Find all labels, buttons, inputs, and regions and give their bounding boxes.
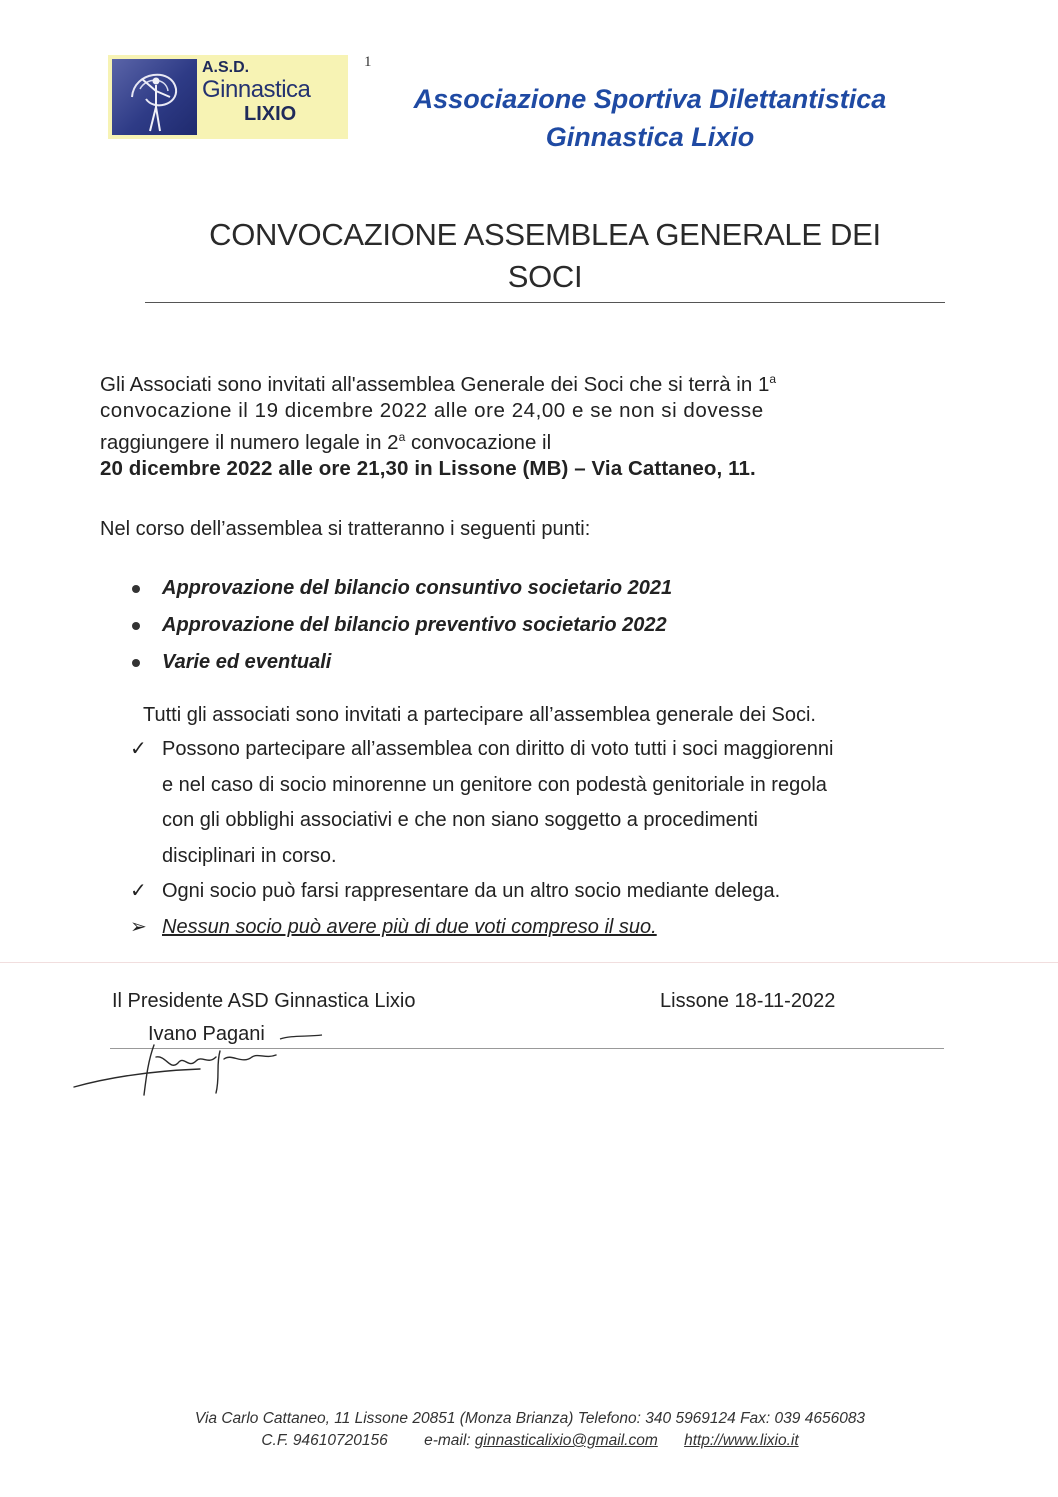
convocation-paragraph — [100, 366, 942, 482]
rule-vote-limit — [130, 910, 950, 946]
agenda-item-label: Varie ed eventuali — [162, 651, 332, 673]
agenda-item-label: Approvazione del bilancio preventivo societario 2022 — [162, 614, 667, 636]
tax-code: C.F. 94610720156 — [261, 1432, 388, 1449]
rule-line: e nel caso di socio minorenne un genitore con podestà genitoriale in regola — [162, 773, 827, 796]
bullet-dot-icon — [132, 659, 140, 667]
gymnast-logo-image — [112, 59, 197, 135]
page-mark: 1 — [364, 54, 372, 70]
agenda-item — [132, 611, 932, 648]
email-link[interactable]: ginnasticalixio@gmail.com — [474, 1432, 658, 1449]
convocation-line2: convocazione il 19 dicembre 2022 alle ore 24,00 e se non si dovesse — [100, 398, 764, 422]
ordinal-sup: a — [769, 372, 777, 386]
checkmark-icon: ✓ — [130, 880, 147, 902]
website-link[interactable]: http://www.lixio.it — [684, 1432, 799, 1449]
logo-lixio: LIXIO — [244, 103, 297, 125]
agenda-item — [132, 648, 932, 685]
agenda-list — [132, 574, 932, 685]
footer-address: Via Carlo Cattaneo, 11 Lissone 20851 (Monza Brianza) Telefono: 340 5969124 Fax: 039 4656083 — [194, 1410, 866, 1427]
convocation-line3-text: raggiungere il numero legale in 2 — [100, 430, 399, 454]
invitation-sentence: Tutti gli associati sono invitati a partecipare all’assemblea generale dei Soci. — [143, 704, 816, 726]
convocation-line3 — [100, 424, 942, 456]
document-title — [145, 214, 945, 298]
ordinal-sup: a — [398, 429, 406, 444]
agenda-item — [132, 574, 932, 611]
agenda-item-label: Approvazione del bilancio consuntivo societario 2021 — [162, 577, 673, 599]
checkmark-icon: ✓ — [130, 738, 147, 760]
handwritten-signature — [70, 1025, 330, 1110]
rule-line: Possono partecipare all’assemblea con diritto di voto tutti i soci maggiorenni — [162, 738, 834, 760]
logo-wordmark — [202, 59, 344, 125]
bullet-dot-icon — [132, 622, 140, 630]
title-line1: CONVOCAZIONE ASSEMBLEA GENERALE DEI — [209, 217, 881, 252]
bullet-dot-icon — [132, 585, 140, 593]
footer-contacts — [60, 1430, 1000, 1452]
signature-scribble-icon — [70, 1025, 330, 1105]
convocation-line3-tail: convocazione il — [405, 430, 552, 454]
scan-divider — [0, 962, 1058, 963]
convocation-line1 — [100, 366, 942, 398]
rule-line: Ogni socio può farsi rappresentare da un altro socio mediante delega. — [162, 880, 781, 902]
rule-line: con gli obblighi associativi e che non siano soggetto a procedimenti — [162, 809, 758, 831]
rules-list — [130, 732, 950, 945]
email-label: e-mail: — [424, 1432, 471, 1449]
organization-name-line2: Ginnastica Lixio — [545, 122, 755, 152]
logo-asd: A.S.D. — [202, 59, 250, 76]
rule-delegation — [130, 874, 950, 910]
logo-ginnastica: Ginnastica — [202, 76, 311, 103]
rule-line: disciplinari in corso. — [162, 844, 337, 867]
organization-name-line1: Associazione Sportiva Dilettantistica — [413, 84, 887, 114]
convocation-line1-text: Gli Associati sono invitati all'assemblea Generale dei Soci che si terrà in 1 — [100, 372, 770, 396]
letterhead-footer — [60, 1408, 1000, 1452]
title-divider — [145, 302, 945, 303]
signatory-role: Il Presidente ASD Ginnastica Lixio — [112, 990, 416, 1012]
rule-line: Nessun socio può avere più di due voti compreso il suo. — [162, 915, 657, 938]
rule-voting-rights — [130, 732, 950, 874]
gymnast-ribbon-icon — [112, 59, 197, 135]
signatory-name: Ivano Pagani — [148, 1023, 265, 1045]
title-line2: SOCI — [507, 259, 583, 294]
arrow-bullet-icon: ➢ — [130, 915, 147, 938]
meeting-date-location: 20 dicembre 2022 alle ore 21,30 in Lissone (MB) – Via Cattaneo, 11. — [100, 456, 756, 480]
organization-name — [350, 80, 950, 156]
club-logo — [108, 55, 348, 139]
agenda-intro: Nel corso dell’assemblea si tratteranno i seguenti punti: — [100, 518, 591, 540]
place-and-date: Lissone 18-11-2022 — [660, 990, 836, 1012]
